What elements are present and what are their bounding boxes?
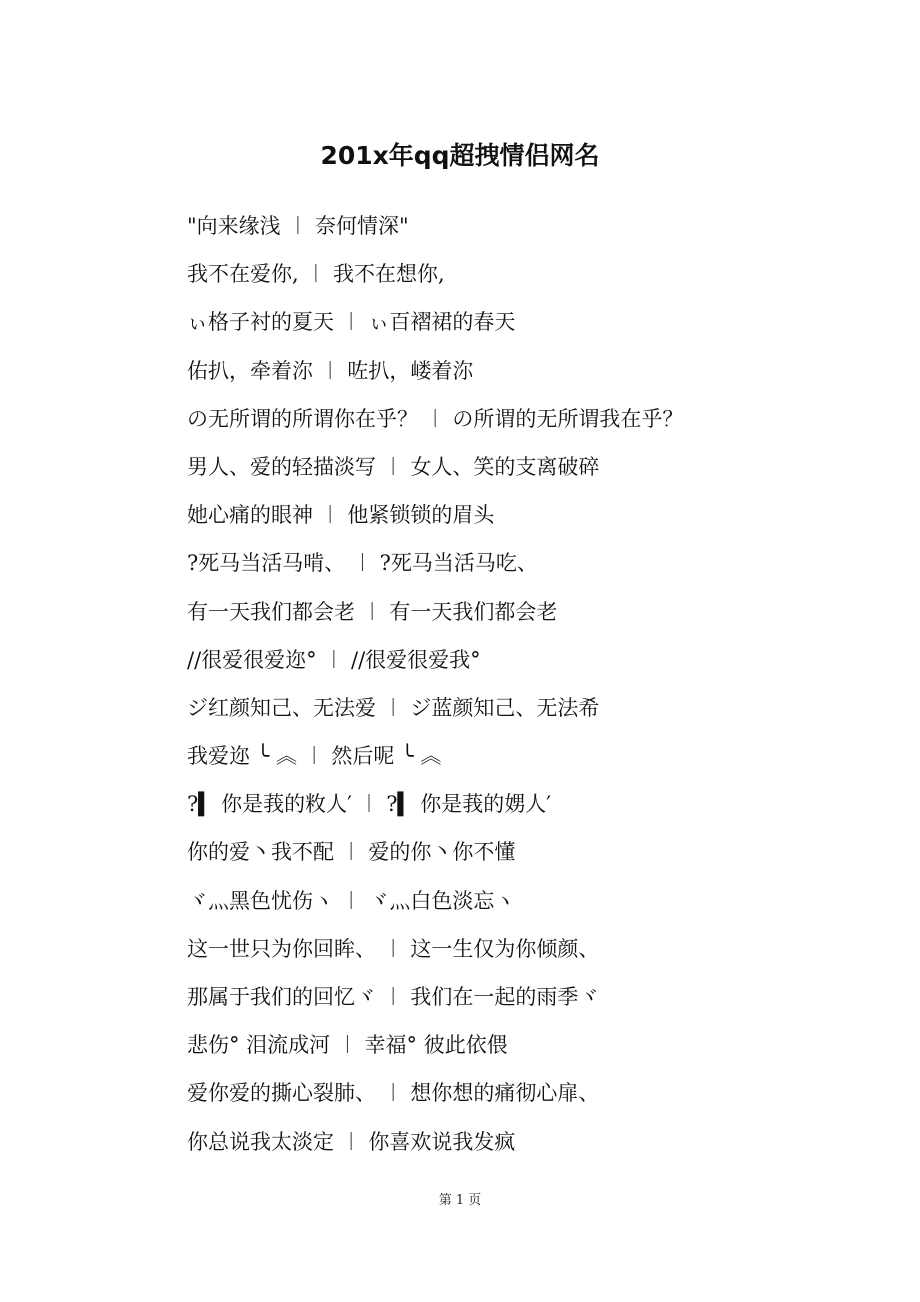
nickname-line: ジ红颜知己、无法爱 ︱ ジ蓝颜知己、无法希 xyxy=(187,695,600,720)
nickname-line: 那属于我们的回忆ヾ ︱ 我们在一起的雨季ヾ xyxy=(187,985,600,1009)
nickname-list xyxy=(187,206,887,1170)
nickname-line: 佑扒，牵着沵 ︱ 咗扒，嵝着沵 xyxy=(187,358,474,383)
nickname-line: 她心痛的眼神 ︱ 他紧锁锁的眉头 xyxy=(187,503,495,528)
nickname-line: "向来缘浅 ︱ 奈何情深" xyxy=(187,214,409,238)
nickname-line: ?死马当活马啃、 ︱ ?死马当活马吃、 xyxy=(187,551,538,576)
nickname-line: 我爱迩 ╰ ︽ ︱ 然后呢 ╰ ︽ xyxy=(187,744,442,769)
nickname-line: 我不在爱你, ︱ 我不在想你, xyxy=(187,262,445,287)
nickname-line: 男人、爱的轻描淡写 ︱ 女人、笑的支离破碎 xyxy=(187,454,600,479)
nickname-line: ?▍ 你是莪的敉人′ ︱ ?▍ 你是莪的娚人′ xyxy=(187,792,552,817)
nickname-line: 悲伤° 泪流成河 ︱ 幸福° 彼此依偎 xyxy=(187,1033,508,1058)
nickname-line: ヾ灬黑色忧伤ヽ ︱ ヾ灬白色淡忘ヽ xyxy=(187,888,516,913)
nickname-line: 这一世只为你回眸、 ︱ 这一生仅为你倾颜、 xyxy=(187,936,600,961)
nickname-line: の无所谓的所谓你在乎？ ︱ の所谓的无所谓我在乎？ xyxy=(187,406,684,431)
nickname-line: 有一天我们都会老 ︱ 有一天我们都会老 xyxy=(187,599,558,624)
nickname-line: ぃ格子衬的夏天 ︱ ぃ百褶裙的春天 xyxy=(187,310,516,335)
nickname-line: //很爱很爱迩° ︱ //很爱很爱我° xyxy=(187,647,481,672)
nickname-line: 爱你爱的撕心裂肺、 ︱ 想你想的痛彻心扉、 xyxy=(187,1081,600,1106)
document-title: 201x年qq超拽情侣网名 xyxy=(320,141,600,170)
nickname-line: 你的爱丶我不配 ︱ 爱的你丶你不懂 xyxy=(187,840,516,865)
page-number: 第 1 页 xyxy=(438,1193,482,1208)
nickname-line: 你总说我太淡定 ︱ 你喜欢说我发疯 xyxy=(187,1129,516,1154)
